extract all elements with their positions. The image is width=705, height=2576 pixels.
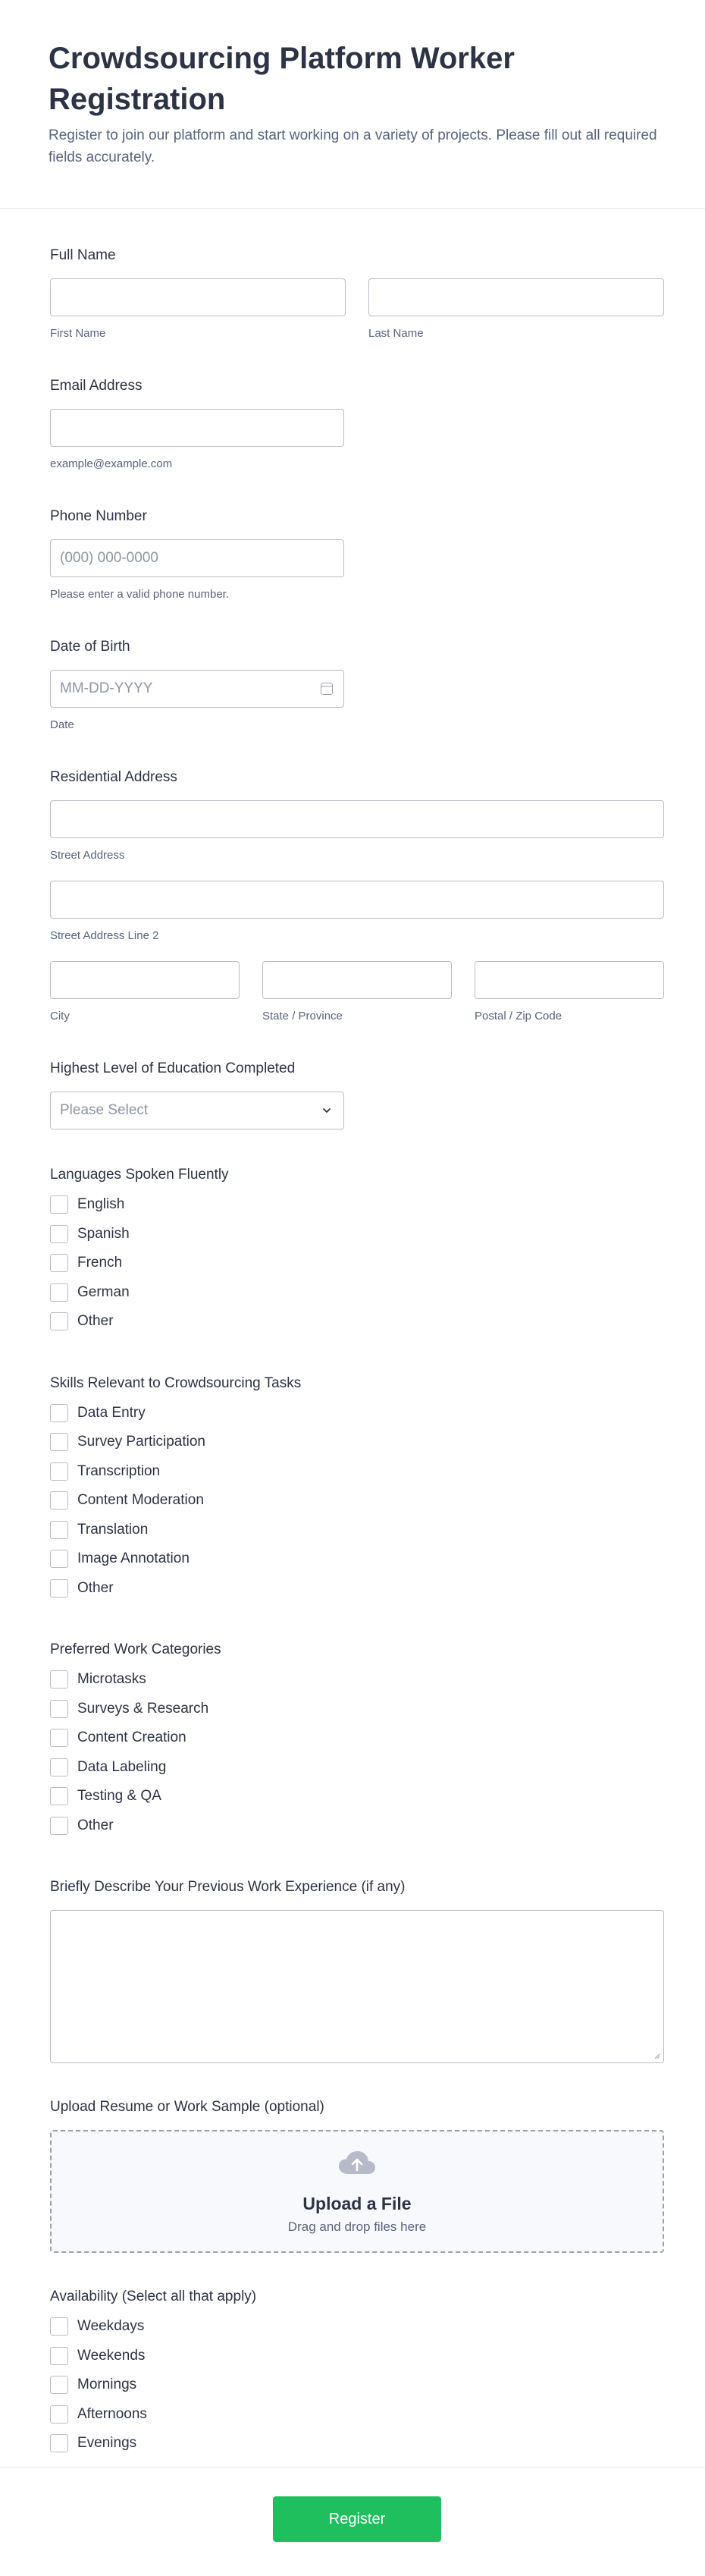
category-option[interactable] — [50, 1723, 655, 1753]
checkbox[interactable] — [50, 1195, 68, 1214]
category-option[interactable] — [50, 1753, 655, 1783]
email-sublabel: example@example.com — [50, 457, 173, 470]
city-input[interactable] — [50, 961, 240, 999]
checkbox[interactable] — [50, 2376, 68, 2394]
skill-option[interactable] — [50, 1428, 655, 1457]
option-label: Afternoons — [77, 2405, 147, 2422]
option-label: Transcription — [77, 1462, 161, 1479]
skill-option[interactable] — [50, 1516, 655, 1545]
skill-option[interactable] — [50, 1486, 655, 1516]
form-header — [0, 0, 705, 209]
option-label: Data Entry — [77, 1404, 146, 1421]
checkbox[interactable] — [50, 2347, 68, 2365]
email-label: Email Address — [50, 378, 143, 394]
checkbox[interactable] — [50, 1283, 68, 1302]
state-input[interactable] — [262, 961, 452, 999]
category-option[interactable] — [50, 1695, 655, 1724]
form-body — [0, 247, 705, 2458]
category-option[interactable] — [50, 1782, 655, 1811]
checkbox[interactable] — [50, 1254, 68, 1272]
checkbox[interactable] — [50, 1491, 68, 1509]
cloud-upload-icon — [337, 2150, 377, 2175]
categories-label: Preferred Work Categories — [50, 1641, 221, 1657]
education-field — [50, 1060, 655, 1129]
option-label: Data Labeling — [77, 1758, 167, 1775]
availability-option[interactable] — [50, 2312, 655, 2342]
language-option[interactable] — [50, 1190, 655, 1220]
form-title: Crowdsourcing Platform Worker Registration — [49, 42, 515, 116]
first-name-input[interactable] — [50, 278, 346, 316]
zip-sublabel: Postal / Zip Code — [475, 1010, 562, 1023]
option-label: Content Creation — [77, 1729, 186, 1746]
dob-sublabel: Date — [50, 718, 74, 731]
skill-option[interactable] — [50, 1457, 655, 1487]
categories-field — [50, 1641, 655, 1840]
availability-option[interactable] — [50, 2370, 655, 2400]
checkbox[interactable] — [50, 1550, 68, 1568]
skill-option[interactable] — [50, 1544, 655, 1574]
calendar-icon[interactable] — [321, 683, 333, 695]
email-input[interactable] — [50, 409, 344, 447]
languages-field — [50, 1166, 655, 1337]
phone-placeholder: (000) 000-0000 — [60, 550, 158, 566]
zip-input[interactable] — [475, 961, 664, 999]
upload-field — [50, 2098, 655, 2253]
availability-option[interactable] — [50, 2342, 655, 2371]
full-name-label: Full Name — [50, 247, 116, 263]
checkbox[interactable] — [50, 1404, 68, 1422]
checkbox[interactable] — [50, 1312, 68, 1330]
option-label: Mornings — [77, 2377, 137, 2393]
street-address-2-input[interactable] — [50, 881, 664, 919]
checkbox[interactable] — [50, 1729, 68, 1747]
dob-label: Date of Birth — [50, 639, 130, 655]
education-placeholder: Please Select — [60, 1102, 149, 1118]
full-name-field — [50, 247, 655, 341]
checkbox[interactable] — [50, 1700, 68, 1718]
file-upload-dropzone[interactable] — [50, 2130, 664, 2253]
address-field — [50, 768, 655, 1023]
skill-option[interactable] — [50, 1399, 655, 1428]
street-address-2-sublabel: Street Address Line 2 — [50, 929, 159, 942]
checkbox[interactable] — [50, 1579, 68, 1597]
checkbox[interactable] — [50, 2405, 68, 2424]
upload-subtitle: Drag and drop files here — [287, 2219, 427, 2234]
option-label: Other — [77, 1579, 114, 1596]
form-footer — [0, 2467, 705, 2576]
city-sublabel: City — [50, 1010, 70, 1023]
option-label: Surveys & Research — [77, 1700, 209, 1717]
availability-option[interactable] — [50, 2400, 655, 2430]
category-option[interactable] — [50, 1811, 655, 1841]
skills-field — [50, 1374, 655, 1604]
option-label: Testing & QA — [77, 1788, 161, 1805]
checkbox[interactable] — [50, 2434, 68, 2452]
language-option[interactable] — [50, 1278, 655, 1308]
option-label: Translation — [77, 1521, 149, 1538]
first-name-sublabel: First Name — [50, 327, 106, 340]
education-select[interactable] — [50, 1092, 344, 1129]
experience-textarea[interactable] — [50, 1910, 664, 2063]
option-label: French — [77, 1255, 123, 1271]
upload-label: Upload Resume or Work Sample (optional) — [50, 2099, 324, 2115]
availability-field — [50, 2288, 655, 2458]
option-label: Microtasks — [77, 1671, 146, 1688]
languages-label: Languages Spoken Fluently — [50, 1167, 229, 1183]
email-field — [50, 377, 655, 471]
upload-title: Upload a File — [302, 2194, 412, 2213]
last-name-sublabel: Last Name — [368, 327, 424, 340]
last-name-input[interactable] — [368, 278, 664, 316]
experience-field — [50, 1878, 655, 2063]
option-label: Weekends — [77, 2347, 146, 2364]
option-label: Content Moderation — [77, 1492, 204, 1509]
option-label: Evenings — [77, 2435, 137, 2452]
skill-option[interactable] — [50, 1574, 655, 1604]
checkbox[interactable] — [50, 1462, 68, 1481]
checkbox[interactable] — [50, 1433, 68, 1451]
option-label: Other — [77, 1817, 114, 1833]
option-label: Spanish — [77, 1225, 130, 1242]
phone-input[interactable] — [50, 539, 344, 577]
chevron-down-icon — [321, 1104, 333, 1117]
checkbox[interactable] — [50, 1817, 68, 1835]
availability-option[interactable] — [50, 2429, 655, 2458]
availability-label: Availability (Select all that apply) — [50, 2289, 257, 2304]
option-label: English — [77, 1196, 125, 1213]
checkbox[interactable] — [50, 2317, 68, 2336]
checkbox[interactable] — [50, 1758, 68, 1776]
option-label: Weekdays — [77, 2318, 145, 2335]
address-label: Residential Address — [50, 769, 177, 785]
street-address-input[interactable] — [50, 800, 664, 838]
state-sublabel: State / Province — [262, 1010, 343, 1023]
experience-label: Briefly Describe Your Previous Work Experience (if any) — [50, 1879, 406, 1895]
checkbox[interactable] — [50, 1670, 68, 1689]
option-label: Other — [77, 1313, 114, 1330]
option-label: Image Annotation — [77, 1550, 190, 1567]
phone-field — [50, 507, 655, 602]
street-address-sublabel: Street Address — [50, 849, 125, 862]
register-button[interactable]: Register — [273, 2496, 441, 2542]
language-option[interactable] — [50, 1307, 655, 1337]
category-option[interactable] — [50, 1665, 655, 1695]
checkbox[interactable] — [50, 1225, 68, 1243]
resize-handle-icon[interactable] — [653, 2052, 660, 2059]
education-label: Highest Level of Education Completed — [50, 1060, 296, 1076]
checkbox[interactable] — [50, 1521, 68, 1539]
phone-label: Phone Number — [50, 508, 147, 524]
dob-input[interactable] — [50, 670, 344, 708]
option-label: German — [77, 1283, 130, 1300]
language-option[interactable] — [50, 1249, 655, 1278]
dob-field — [50, 638, 655, 732]
skills-label: Skills Relevant to Crowdsourcing Tasks — [50, 1374, 302, 1391]
form-description: Register to join our platform and start working on a variety of projects. Please fill out all required fields accurately. — [49, 127, 657, 165]
phone-sublabel: Please enter a valid phone number. — [50, 588, 229, 601]
checkbox[interactable] — [50, 1787, 68, 1805]
dob-placeholder: MM-DD-YYYY — [60, 680, 153, 696]
language-option[interactable] — [50, 1220, 655, 1249]
option-label: Survey Participation — [77, 1434, 205, 1450]
